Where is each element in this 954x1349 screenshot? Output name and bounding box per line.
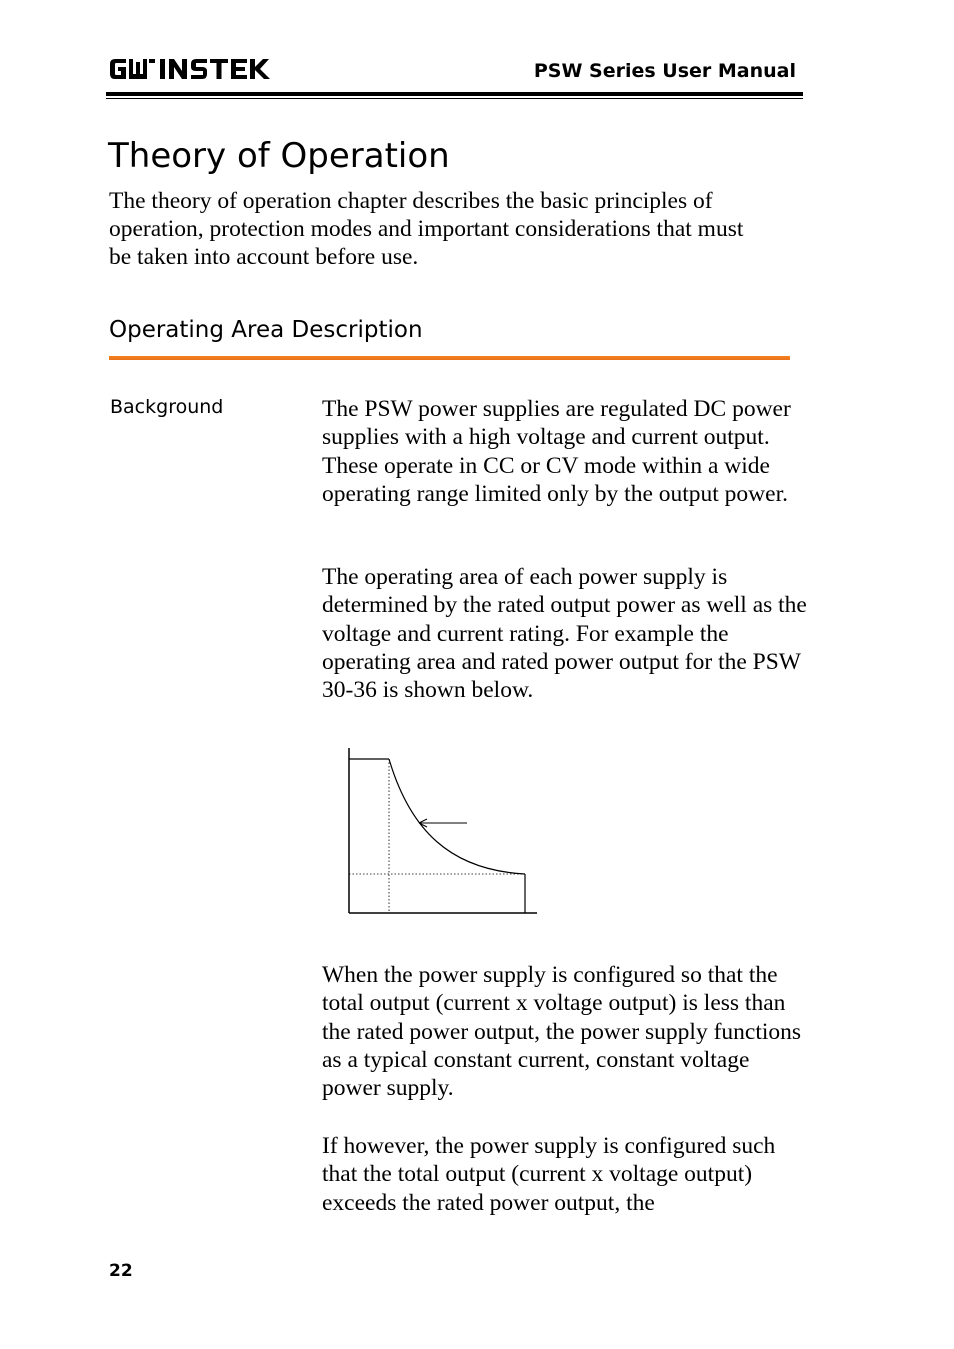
paragraph-4: If however, the power supply is configured such that the total output (current x voltage output) exceeds the rated power output, the [322,1133,776,1216]
page-number: 22 [109,1261,133,1281]
intro-paragraph: The theory of operation chapter describes the basic principles of operation, protection modes and important considerations that must be taken into account before use. [109,188,744,270]
manual-title: PSW Series User Manual [533,60,796,82]
arrow-icon [419,819,467,827]
page-title: Theory of Operation [108,136,450,176]
paragraph-2: The operating area of each power supply is determined by the rated output power as well as the voltage and current rating. For example the operating area and rated power output for the PSW 30-36 is shown below. [322,564,807,704]
rated-power-curve [389,759,525,874]
paragraph-3: When the power supply is configured so that the total output (current x voltage output) is less than the rated power output, the power supply functions as a typical constant current, constant voltage power supply. [322,962,802,1102]
operating-area-diagram [340,740,550,920]
section-heading: Operating Area Description [109,317,423,343]
background-label: Background [110,396,224,418]
paragraph-1: The PSW power supplies are regulated DC power supplies with a high voltage and current output. These operate in CC or CV mode within a wide operating range limited only by the output power. [322,396,791,507]
header-rule-thin [106,98,803,99]
gw-instek-logo [108,56,278,82]
header-rule [106,92,803,96]
section-rule [109,356,790,360]
